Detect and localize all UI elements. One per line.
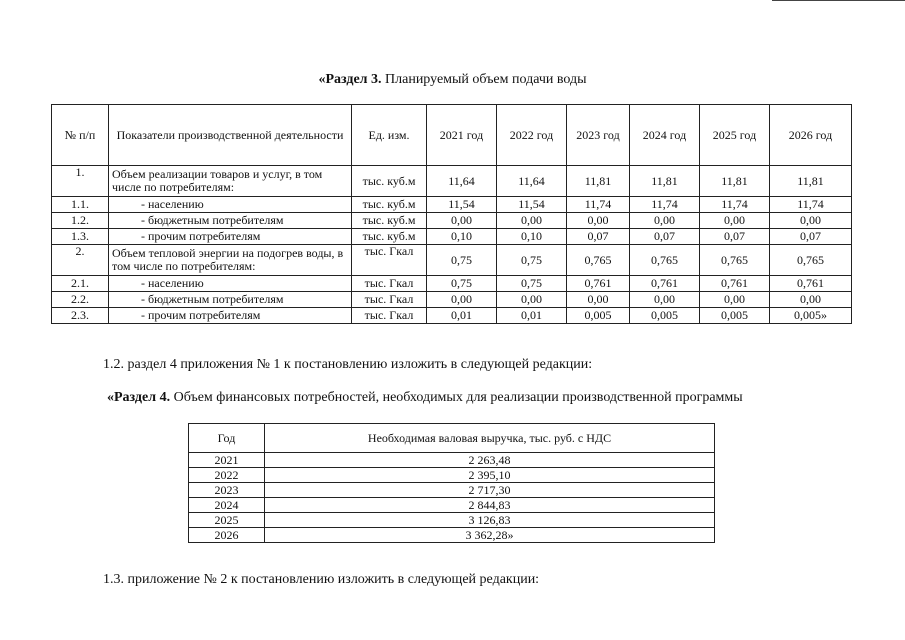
- section4-title-prefix: «Раздел 4.: [107, 390, 171, 405]
- value-2023: 0,00: [567, 292, 630, 308]
- table-row: [52, 166, 852, 197]
- year-cell: 2021: [189, 453, 265, 468]
- table-header-row: [52, 105, 852, 166]
- row-num: 2.: [52, 245, 109, 276]
- table-row: [189, 468, 715, 483]
- value-2022: 11,64: [497, 166, 567, 197]
- table-row: [52, 197, 852, 213]
- col-header-num: № п/п: [52, 105, 109, 166]
- section3-title-text: Планируемый объем подачи воды: [381, 72, 587, 87]
- row-label: - населению: [109, 197, 352, 213]
- value-2024: 0,761: [630, 276, 700, 292]
- row-label: - бюджетным потребителям: [109, 213, 352, 229]
- col-header-2021: 2021 год: [427, 105, 497, 166]
- table-row: [189, 528, 715, 543]
- table-row: [52, 229, 852, 245]
- value-2021: 0,01: [427, 308, 497, 324]
- value-2024: 0,005: [630, 308, 700, 324]
- value-2023: 0,005: [567, 308, 630, 324]
- table-row: [189, 513, 715, 528]
- col-header-2026: 2026 год: [770, 105, 852, 166]
- value-2021: 0,00: [427, 213, 497, 229]
- year-cell: 2024: [189, 498, 265, 513]
- table-row: [52, 276, 852, 292]
- value-2023: 0,00: [567, 213, 630, 229]
- value-2023: 11,81: [567, 166, 630, 197]
- row-num: 2.3.: [52, 308, 109, 324]
- table-header-row: [189, 424, 715, 453]
- value-2024: 0,07: [630, 229, 700, 245]
- value-2026: 0,005»: [770, 308, 852, 324]
- revenue-cell: 3 362,28»: [265, 528, 715, 543]
- year-cell: 2023: [189, 483, 265, 498]
- value-2022: 0,00: [497, 213, 567, 229]
- table-row: [52, 308, 852, 324]
- value-2021: 11,54: [427, 197, 497, 213]
- revenue-cell: 3 126,83: [265, 513, 715, 528]
- row-unit: тыс. куб.м: [352, 166, 427, 197]
- section4-title: [107, 390, 743, 406]
- row-unit: тыс. куб.м: [352, 229, 427, 245]
- paragraph-1-2: 1.2. раздел 4 приложения № 1 к постановлению изложить в следующей редакции:: [103, 357, 593, 372]
- value-2025: 0,07: [700, 229, 770, 245]
- value-2024: 11,74: [630, 197, 700, 213]
- col-header-unit: Ед. изм.: [352, 105, 427, 166]
- row-unit: тыс. Гкал: [352, 308, 427, 324]
- value-2021: 0,75: [427, 276, 497, 292]
- value-2026: 11,81: [770, 166, 852, 197]
- revenue-table: [188, 423, 715, 543]
- row-unit: тыс. Гкал: [352, 245, 427, 276]
- header-rule: [772, 0, 905, 1]
- value-2021: 0,00: [427, 292, 497, 308]
- col-header-year: Год: [189, 424, 265, 453]
- table-row: [52, 245, 852, 276]
- row-label: Объем реализации товаров и услуг, в том числе по потребителям:: [109, 166, 352, 197]
- row-num: 2.1.: [52, 276, 109, 292]
- value-2026: 0,00: [770, 213, 852, 229]
- value-2025: 11,74: [700, 197, 770, 213]
- year-cell: 2025: [189, 513, 265, 528]
- value-2024: 0,00: [630, 213, 700, 229]
- table-row: [189, 453, 715, 468]
- col-header-2022: 2022 год: [497, 105, 567, 166]
- value-2026: 0,765: [770, 245, 852, 276]
- value-2022: 0,75: [497, 276, 567, 292]
- year-cell: 2022: [189, 468, 265, 483]
- col-header-revenue: Необходимая валовая выручка, тыс. руб. с НДС: [265, 424, 715, 453]
- value-2025: 0,765: [700, 245, 770, 276]
- row-unit: тыс. куб.м: [352, 197, 427, 213]
- row-unit: тыс. Гкал: [352, 276, 427, 292]
- value-2025: 0,00: [700, 292, 770, 308]
- value-2026: 11,74: [770, 197, 852, 213]
- value-2025: 0,005: [700, 308, 770, 324]
- value-2022: 11,54: [497, 197, 567, 213]
- row-label: - бюджетным потребителям: [109, 292, 352, 308]
- row-num: 1.2.: [52, 213, 109, 229]
- row-num: 1.3.: [52, 229, 109, 245]
- year-cell: 2026: [189, 528, 265, 543]
- value-2023: 0,07: [567, 229, 630, 245]
- value-2022: 0,01: [497, 308, 567, 324]
- value-2021: 11,64: [427, 166, 497, 197]
- value-2021: 0,75: [427, 245, 497, 276]
- value-2023: 11,74: [567, 197, 630, 213]
- value-2024: 0,00: [630, 292, 700, 308]
- water-supply-table: [51, 104, 852, 324]
- row-num: 1.: [52, 166, 109, 197]
- value-2022: 0,00: [497, 292, 567, 308]
- value-2024: 11,81: [630, 166, 700, 197]
- value-2026: 0,00: [770, 292, 852, 308]
- revenue-cell: 2 395,10: [265, 468, 715, 483]
- row-label: - населению: [109, 276, 352, 292]
- table-row: [189, 498, 715, 513]
- value-2022: 0,10: [497, 229, 567, 245]
- value-2023: 0,765: [567, 245, 630, 276]
- revenue-cell: 2 263,48: [265, 453, 715, 468]
- row-label: Объем тепловой энергии на подогрев воды, в том числе по потребителям:: [109, 245, 352, 276]
- row-unit: тыс. куб.м: [352, 213, 427, 229]
- value-2025: 0,00: [700, 213, 770, 229]
- row-num: 2.2.: [52, 292, 109, 308]
- value-2026: 0,07: [770, 229, 852, 245]
- section3-title-prefix: «Раздел 3.: [318, 72, 382, 87]
- revenue-cell: 2 717,30: [265, 483, 715, 498]
- row-label: - прочим потребителям: [109, 308, 352, 324]
- row-num: 1.1.: [52, 197, 109, 213]
- value-2025: 11,81: [700, 166, 770, 197]
- row-unit: тыс. Гкал: [352, 292, 427, 308]
- section3-title: [0, 72, 905, 88]
- section4-title-text: Объем финансовых потребностей, необходимых для реализации производственной программы: [170, 390, 743, 405]
- table-row: [52, 213, 852, 229]
- table-row: [52, 292, 852, 308]
- value-2025: 0,761: [700, 276, 770, 292]
- table-row: [189, 483, 715, 498]
- col-header-2023: 2023 год: [567, 105, 630, 166]
- value-2023: 0,761: [567, 276, 630, 292]
- value-2026: 0,761: [770, 276, 852, 292]
- col-header-2025: 2025 год: [700, 105, 770, 166]
- row-label: - прочим потребителям: [109, 229, 352, 245]
- value-2022: 0,75: [497, 245, 567, 276]
- revenue-cell: 2 844,83: [265, 498, 715, 513]
- value-2024: 0,765: [630, 245, 700, 276]
- value-2021: 0,10: [427, 229, 497, 245]
- col-header-2024: 2024 год: [630, 105, 700, 166]
- paragraph-1-3: 1.3. приложение № 2 к постановлению изложить в следующей редакции:: [103, 572, 540, 587]
- col-header-indicator: Показатели производственной деятельности: [109, 105, 352, 166]
